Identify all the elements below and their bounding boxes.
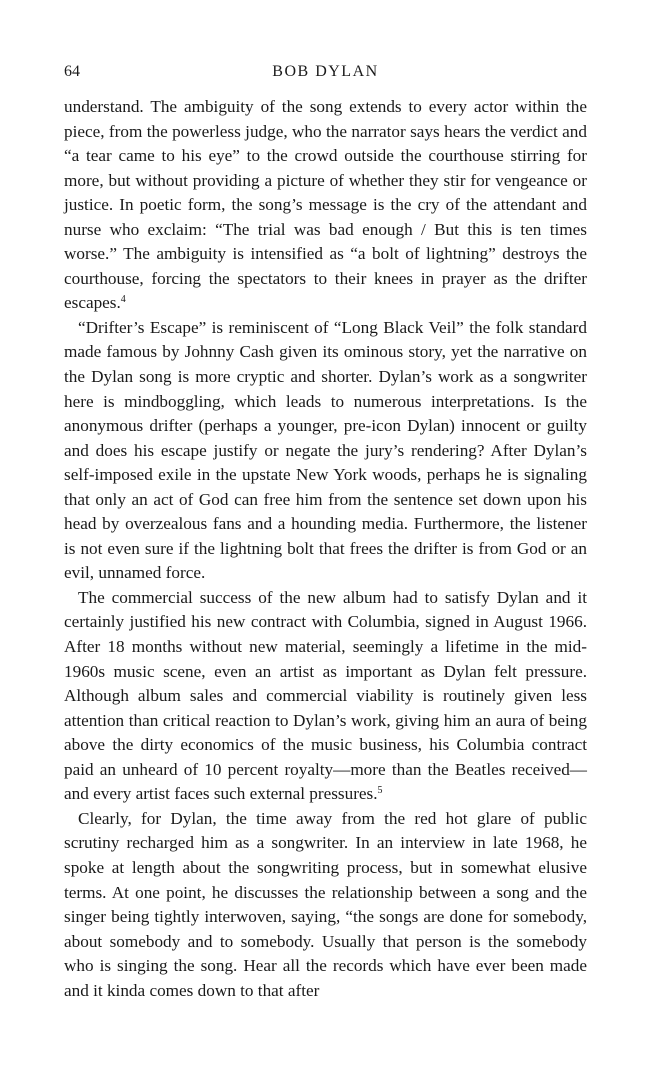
- paragraph: [64, 316, 587, 586]
- running-title: BOB DYLAN: [272, 63, 379, 80]
- paragraph-continued: [64, 95, 587, 316]
- paragraph: [64, 586, 587, 807]
- paragraph: [64, 807, 587, 1003]
- page-number: 64: [64, 63, 80, 80]
- running-head: [64, 60, 587, 84]
- paragraph-text: Clearly, for Dylan, the time away from the red hot glare of public scrutiny recharged him as a songwriter. In an interview in late 1968, he spoke at length about the songwriting process, but in somewhat elusive terms. At one point, he discusses the relationship between a song and the singer being tightly interwoven, saying, “the songs are done for somebody, about somebody and to somebody. Usually that person is the somebody who is singing the song. Hear all the records which have ever been made and it kinda comes down to that after: [64, 808, 587, 1000]
- paragraph-text: The commercial success of the new album had to satisfy Dylan and it certainly justified his new contract with Columbia, signed in August 1966. After 18 months without new material, seemingly a lifetime in the mid-1960s music scene, even an artist as important as Dylan felt pressure. Although album sales and commercial viability is routinely given less attention than critical reaction to Dylan’s work, giving him an aura of being above the dirty economics of the music business, his Columbia contract paid an unheard of 10 percent royalty—more than the Beatles received—and every artist faces such external pressures.: [64, 587, 587, 804]
- body-text: [64, 95, 587, 1003]
- footnote-reference: 4: [120, 294, 126, 306]
- paragraph-text: understand. The ambiguity of the song extends to every actor within the piece, from the powerless judge, who the narrator says hears the verdict and “a tear came to his eye” to the crowd outside the courthouse stirring for more, but without providing a picture of whether they stir for vengeance or justice. In poetic form, the song’s message is the cry of the attendant and nurse who exclaim: “The trial was bad enough / But this is ten times worse.” The ambiguity is intensified as “a bolt of lightning” destroys the courthouse, forcing the spectators to their knees in prayer as the drifter escapes.: [64, 97, 587, 313]
- paragraph-text: “Drifter’s Escape” is reminiscent of “Long Black Veil” the folk standard made famous by Johnny Cash given its ominous story, yet the narrative on the Dylan song is more cryptic and shorter. Dylan’s work as a songwriter here is mindboggling, which leads to numerous interpretations. Is the anonymous drifter (perhaps a younger, pre-icon Dylan) innocent or guilty and does his escape justify or negate the jury’s rendering? After Dylan’s self-imposed exile in the upstate New York woods, perhaps he is signaling that only an act of God can free him from the sentence set down upon his head by overzealous fans and a hounding media. Furthermore, the listener is not even sure if the lightning bolt that frees the drifter is from God or an evil, unnamed force.: [64, 317, 587, 583]
- footnote-reference: 5: [377, 785, 383, 797]
